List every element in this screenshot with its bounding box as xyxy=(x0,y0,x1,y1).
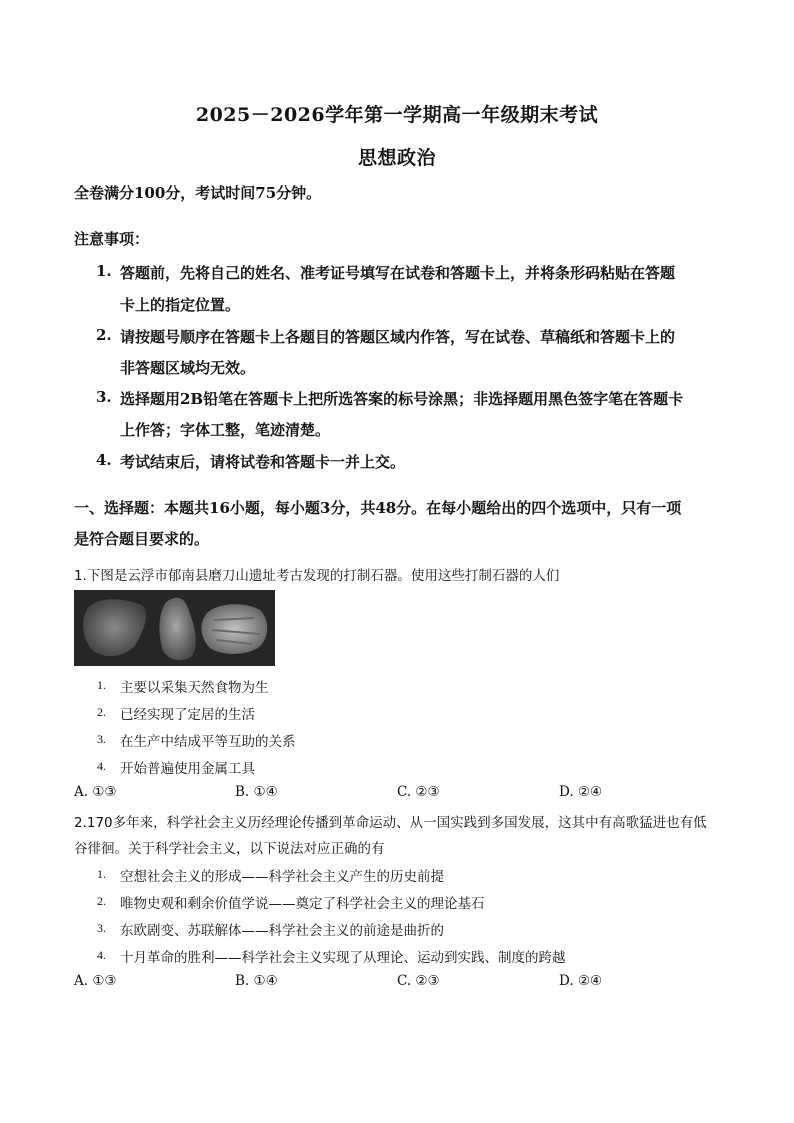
stone-tools-photo xyxy=(74,590,275,666)
note-2-line2: 非答题区域均无效。 xyxy=(120,359,256,377)
note-3-line2: 上作答；字体工整，笔迹清楚。 xyxy=(120,421,331,439)
q1-option-1-text: 主要以采集天然食物为生 xyxy=(120,680,269,696)
note-3-line1: 选择题用2B铅笔在答题卡上把所选答案的标号涂黑；非选择题用黑色签字笔在答题卡 xyxy=(120,390,684,408)
note-1-line2: 卡上的指定位置。 xyxy=(120,296,241,314)
q2-option-2-text: 唯物史观和剩余价值学说——奠定了科学社会主义的理论基石 xyxy=(120,896,485,912)
q1-option-2-number: 2. xyxy=(97,705,106,719)
section-heading-line1: 一、选择题：本题共16小题，每小题3分，共48分。在每小题给出的四个选项中，只有一项 xyxy=(74,499,682,517)
q2-option-1-text: 空想社会主义的形成——科学社会主义产生的历史前提 xyxy=(120,869,444,885)
q2-choice-d: D. ②④ xyxy=(559,973,603,989)
note-4-number: 4. xyxy=(96,451,112,469)
q2-option-4-text: 十月革命的胜利——科学社会主义实现了从理论、运动到实践、制度的跨越 xyxy=(120,950,566,966)
q2-choice-c: C. ②③ xyxy=(397,973,440,989)
stone-tools-image xyxy=(74,590,275,666)
q2-choice-b: B. ①④ xyxy=(235,973,278,989)
note-2-line1: 请按题号顺序在答题卡上各题目的答题区域内作答，写在试卷、草稿纸和答题卡上的 xyxy=(120,328,676,346)
q1-choice-b: B. ①④ xyxy=(235,784,278,800)
q1-option-2-text: 已经实现了定居的生活 xyxy=(120,707,255,723)
q2-option-1-number: 1. xyxy=(97,867,106,881)
q1-choice-d: D. ②④ xyxy=(559,784,603,800)
q2-option-3-number: 3. xyxy=(97,921,106,935)
q1-option-4-number: 4. xyxy=(97,759,106,773)
note-4-line1: 考试结束后，请将试卷和答题卡一并上交。 xyxy=(120,453,406,471)
notes-heading: 注意事项： xyxy=(74,230,150,248)
section-heading-line2: 是符合题目要求的。 xyxy=(74,530,210,548)
q1-choice-a: A. ①③ xyxy=(74,784,117,800)
q1-choice-c: C. ②③ xyxy=(397,784,440,800)
stone-tool-3 xyxy=(201,604,267,654)
q1-option-1-number: 1. xyxy=(97,678,106,692)
q1-option-3-text: 在生产中结成平等互助的关系 xyxy=(120,734,296,750)
q2-option-2-number: 2. xyxy=(97,894,106,908)
note-2-number: 2. xyxy=(96,326,112,344)
note-1-number: 1. xyxy=(96,262,112,280)
note-1-line1: 答题前，先将自己的姓名、准考证号填写在试卷和答题卡上，并将条形码粘贴在答题 xyxy=(120,264,676,282)
q2-option-4-number: 4. xyxy=(97,948,106,962)
subject-title: 思想政治 xyxy=(357,147,436,169)
exam-intro: 全卷满分100分，考试时间75分钟。 xyxy=(74,184,322,202)
exam-title: 2025－2026学年第一学期高一年级期末考试 xyxy=(195,104,599,126)
q2-option-3-text: 东欧剧变、苏联解体——科学社会主义的前途是曲折的 xyxy=(120,923,444,939)
question-2-stem-line2: 谷徘徊。关于科学社会主义，以下说法对应正确的有 xyxy=(74,841,385,857)
q2-choice-a: A. ①③ xyxy=(74,973,117,989)
q1-option-3-number: 3. xyxy=(97,732,106,746)
question-1-stem: 1.下图是云浮市郁南县磨刀山遗址考古发现的打制石器。使用这些打制石器的人们 xyxy=(74,568,560,584)
note-3-number: 3. xyxy=(96,388,112,406)
q1-option-4-text: 开始普遍使用金属工具 xyxy=(120,761,255,777)
question-2-stem-line1: 2.170多年来，科学社会主义历经理论传播到革命运动、从一国实践到多国发展，这其中有高歌猛进也有低 xyxy=(74,815,707,831)
